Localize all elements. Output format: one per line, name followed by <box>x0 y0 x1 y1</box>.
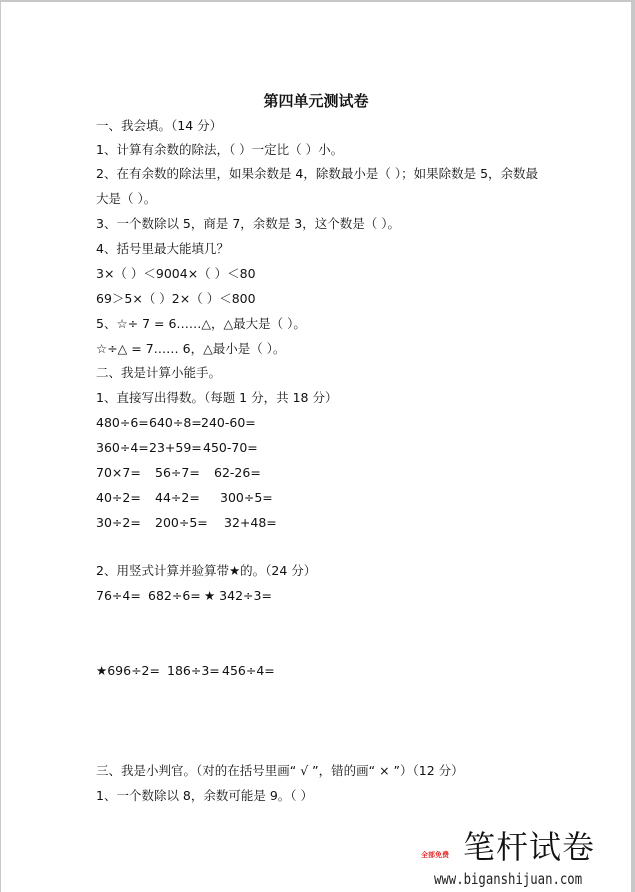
question-line: ☆÷△ = 7…… 6，△最小是（ ）。 <box>96 341 286 356</box>
calc-item: 360÷4= <box>96 440 149 455</box>
calc-item: 62-26= <box>214 465 261 480</box>
calc-item: ★696÷2= <box>96 663 160 678</box>
calc-item: ★ 342÷3= <box>204 588 272 603</box>
calc-item: 682÷6= <box>148 588 201 603</box>
calc-item: 56÷7= <box>155 465 200 480</box>
question-line: 大是（ ）。 <box>96 191 157 206</box>
page-title: 第四单元测试卷 <box>263 92 369 110</box>
question-line: 5、☆÷ 7 = 6……△，△最大是（ ）。 <box>96 316 306 331</box>
calc-item: 40÷2= <box>96 490 141 505</box>
calc-item: 480÷6= <box>96 415 149 430</box>
question-line: 2、用竖式计算并验算带★的。（24 分） <box>96 563 317 578</box>
question-line: 2、在有余数的除法里，如果余数是 4，除数最小是（ ）；如果除数是 5，余数最 <box>96 166 539 181</box>
section2-heading: 二、我是计算小能手。 <box>96 365 222 380</box>
document-page <box>1 2 631 892</box>
question-line: 1、计算有余数的除法，（ ）一定比（ ）小。 <box>96 142 344 157</box>
watermark-tag: 全部免费 <box>421 851 449 859</box>
calc-item: 200÷5= <box>155 515 208 530</box>
calc-item: 240-60= <box>201 415 256 430</box>
question-line: 69＞5×（ ）2×（ ）＜800 <box>96 291 256 306</box>
calc-item: 44÷2= <box>155 490 200 505</box>
watermark-url: www.biganshijuan.com <box>434 870 583 888</box>
calc-item: 456÷4= <box>222 663 275 678</box>
question-line: 3×（ ）＜9004×（ ）＜80 <box>96 266 256 281</box>
calc-item: 450-70= <box>203 440 258 455</box>
calc-item: 32+48= <box>224 515 277 530</box>
section3-heading: 三、我是小判官。（对的在括号里画“ √ ”，错的画“ × ”）（12 分） <box>96 763 464 778</box>
section1-heading: 一、我会填。（14 分） <box>96 118 223 133</box>
calc-item: 300÷5= <box>220 490 273 505</box>
question-line: 3、一个数除以 5，商是 7，余数是 3，这个数是（ ）。 <box>96 216 400 231</box>
calc-item: 30÷2= <box>96 515 141 530</box>
calc-item: 70×7= <box>96 465 141 480</box>
question-line: 4、括号里最大能填几？ <box>96 241 229 256</box>
calc-item: 186÷3= <box>167 663 220 678</box>
calc-item: 640÷8= <box>149 415 202 430</box>
calc-item: 23+59= <box>149 440 202 455</box>
question-line: 1、直接写出得数。（每题 1 分，共 18 分） <box>96 390 338 405</box>
question-line: 1、一个数除以 8，余数可能是 9。（ ） <box>96 788 314 803</box>
calc-item: 76÷4= <box>96 588 141 603</box>
watermark-brand: 笔杆试卷 <box>463 828 596 866</box>
